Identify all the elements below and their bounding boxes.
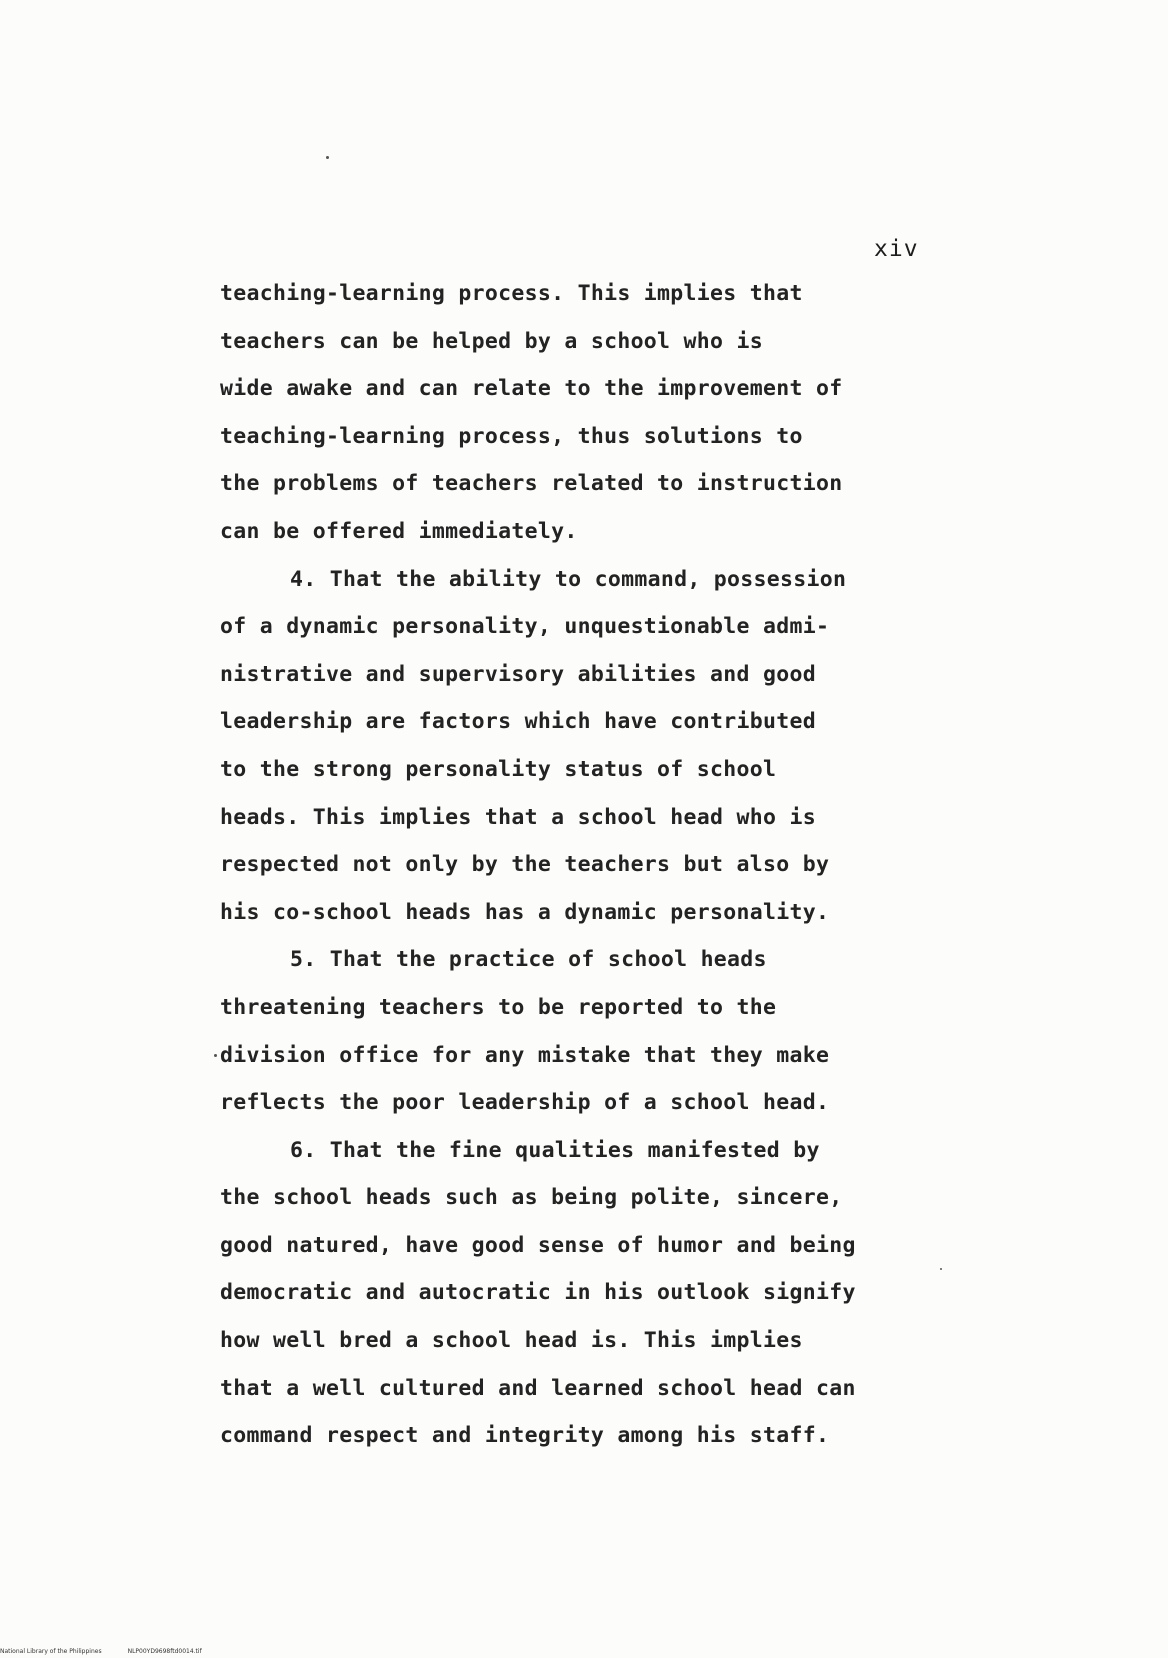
text-line: teachers can be helped by a school who is <box>220 328 764 354</box>
text-line: reflects the poor leadership of a school head. <box>220 1090 830 1116</box>
text-line: 4. That the ability to command, possession <box>290 566 847 592</box>
text-line: command respect and integrity among his staff. <box>220 1423 830 1449</box>
text-line: division office for any mistake that they make <box>220 1042 830 1068</box>
text-line: the problems of teachers related to instruction <box>220 471 843 497</box>
text-line: good natured, have good sense of humor and being <box>220 1232 856 1258</box>
body-text <box>220 270 920 1460</box>
text-line: 6. That the fine qualities manifested by <box>290 1137 820 1163</box>
scan-speck <box>214 1054 217 1057</box>
text-line: that a well cultured and learned school head can <box>220 1375 856 1401</box>
text-line: respected not only by the teachers but also by <box>220 852 830 878</box>
text-line: the school heads such as being polite, sincere, <box>220 1185 843 1211</box>
text-line: teaching-learning process, thus solutions to <box>220 423 803 449</box>
file-id: NLP00YD9698ftd0014.tif <box>127 1648 202 1655</box>
scan-footer <box>0 1648 228 1655</box>
text-line: can be offered immediately. <box>220 518 578 544</box>
scan-speck <box>940 1268 942 1270</box>
text-line: 5. That the practice of school heads <box>290 947 767 973</box>
text-line: to the strong personality status of school <box>220 756 777 782</box>
text-line: leadership are factors which have contributed <box>220 709 816 735</box>
text-line: how well bred a school head is. This implies <box>220 1328 803 1354</box>
text-line: heads. This implies that a school head who is <box>220 804 816 830</box>
text-line: threatening teachers to be reported to the <box>220 994 777 1020</box>
text-line: nistrative and supervisory abilities and good <box>220 661 816 687</box>
library-name: National Library of the Philippines <box>0 1648 102 1655</box>
text-line: of a dynamic personality, unquestionable admi- <box>220 614 830 640</box>
text-line: teaching-learning process. This implies that <box>220 281 803 306</box>
text-line: wide awake and can relate to the improvement of <box>220 376 843 402</box>
text-line: his co-school heads has a dynamic personality. <box>220 899 830 925</box>
page-number: xiv <box>874 236 919 262</box>
scan-speck <box>326 156 329 159</box>
text-line: democratic and autocratic in his outlook signify <box>220 1280 856 1306</box>
